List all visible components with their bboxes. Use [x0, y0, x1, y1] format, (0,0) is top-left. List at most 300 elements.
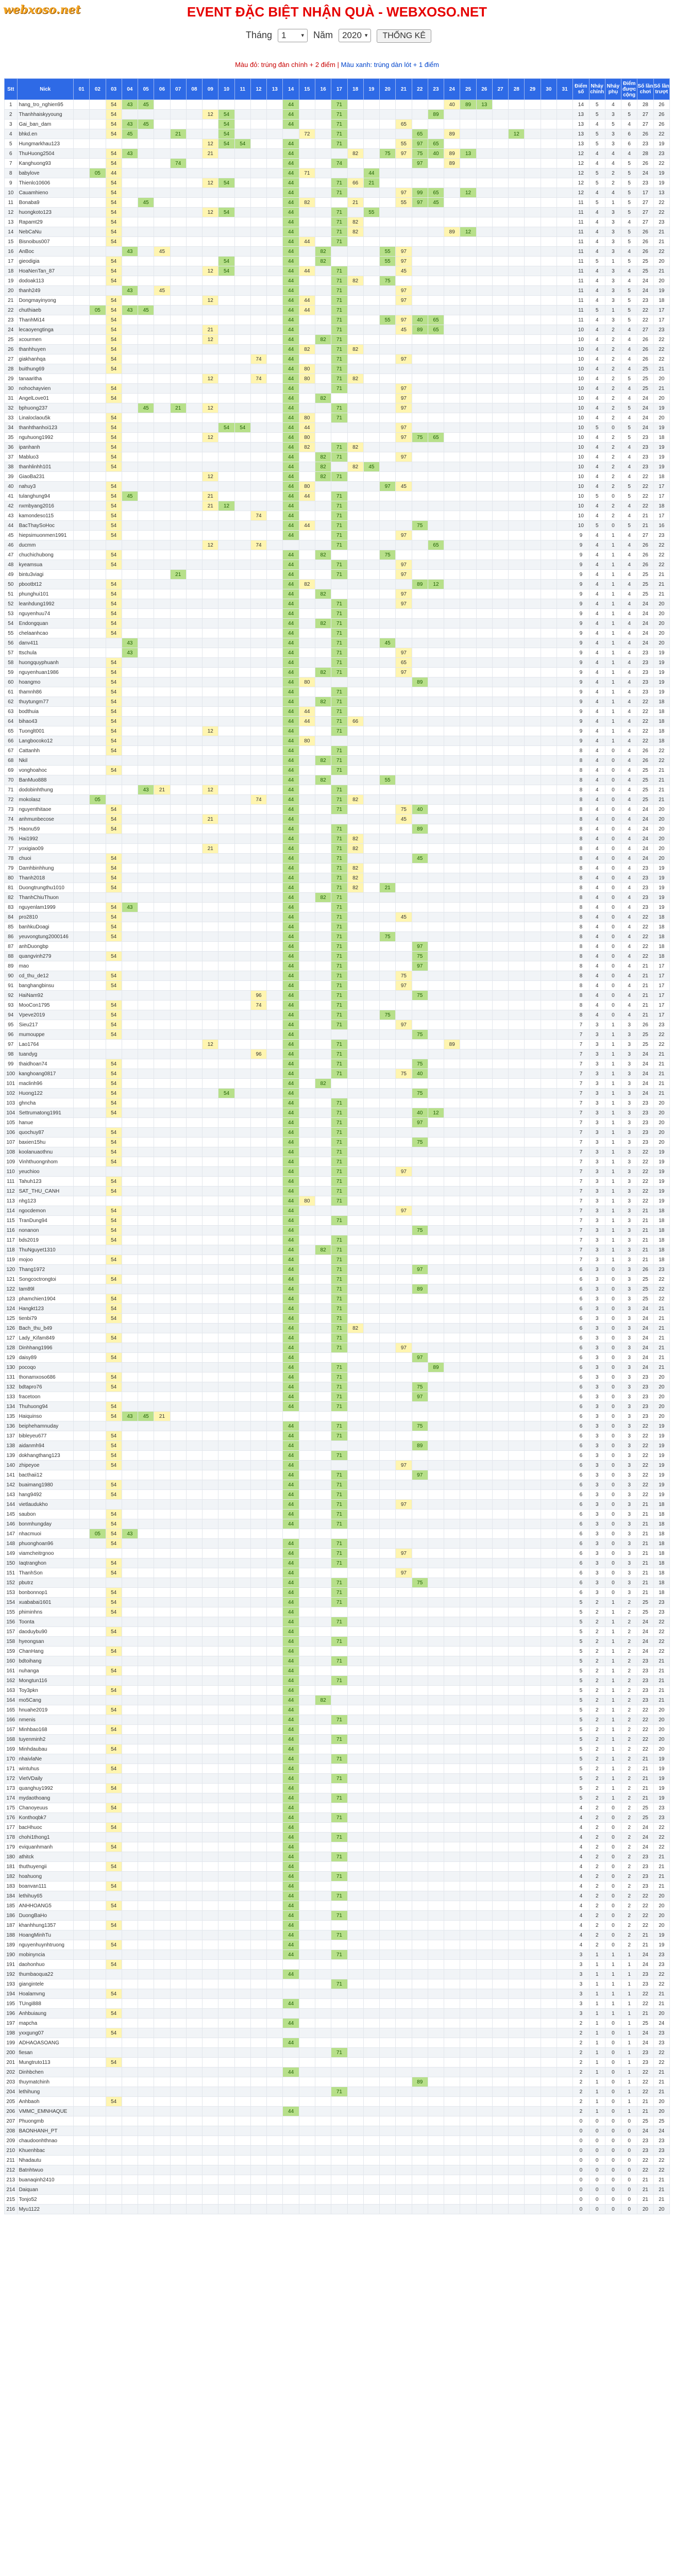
row-nick[interactable]: kyeamsua	[17, 560, 73, 570]
row-total: 5	[621, 257, 637, 266]
day-cell	[492, 110, 508, 120]
day-cell	[557, 1059, 572, 1069]
day-cell	[315, 129, 331, 139]
day-cell	[203, 1177, 218, 1187]
row-nick[interactable]: tam89l	[17, 1284, 73, 1294]
day-cell	[203, 247, 218, 257]
row-nick[interactable]: hanue	[17, 1118, 73, 1128]
row-stt: 32	[5, 403, 18, 413]
row-nick[interactable]: MooCon1795	[17, 1001, 73, 1010]
day-cell-hit: 54	[106, 697, 122, 707]
row-nick[interactable]: hoangmo	[17, 677, 73, 687]
row-nick[interactable]: giakhanhqa	[17, 354, 73, 364]
day-cell	[170, 178, 186, 188]
row-nick[interactable]: nguhuong1992	[17, 433, 73, 443]
day-cell	[250, 560, 266, 570]
day-cell	[170, 1118, 186, 1128]
row-total: 4	[589, 335, 605, 345]
row-nick[interactable]: baxien15hu	[17, 1138, 73, 1147]
day-cell	[186, 1196, 202, 1206]
row-nick[interactable]: GiaoBa231	[17, 472, 73, 482]
row-nick[interactable]: koolanuaothnu	[17, 1147, 73, 1157]
row-total: 5	[621, 296, 637, 306]
day-cell	[492, 746, 508, 756]
row-nick[interactable]: Thanh2018	[17, 873, 73, 883]
day-cell	[250, 707, 266, 717]
day-cell	[557, 1157, 572, 1167]
day-cell	[267, 1079, 283, 1089]
day-cell	[122, 824, 138, 834]
row-nick[interactable]: Hai1992	[17, 834, 73, 844]
row-nick[interactable]: thamnh86	[17, 687, 73, 697]
row-nick[interactable]: Linaloclaou5k	[17, 413, 73, 423]
row-nick[interactable]: Vpeve2019	[17, 1010, 73, 1020]
row-nick[interactable]: danv411	[17, 638, 73, 648]
row-nick[interactable]: Langbocoko12	[17, 736, 73, 746]
row-total: 4	[621, 394, 637, 403]
row-total: 4	[589, 844, 605, 854]
table-row	[5, 844, 670, 854]
day-cell	[170, 472, 186, 482]
row-nick[interactable]: TranDung94	[17, 1216, 73, 1226]
day-cell	[299, 1206, 315, 1216]
row-nick[interactable]: ducmm	[17, 540, 73, 550]
row-nick[interactable]: bhkd.en	[17, 129, 73, 139]
day-cell	[525, 188, 541, 198]
row-total: 23	[637, 1118, 653, 1128]
row-stt: 37	[5, 452, 18, 462]
row-stt: 17	[5, 257, 18, 266]
row-total: 8	[573, 815, 589, 824]
row-total: 4	[589, 580, 605, 589]
day-cell-hit: 80	[299, 1196, 315, 1206]
row-nick[interactable]: tanaaritha	[17, 374, 73, 384]
row-nick[interactable]: HaiNam92	[17, 991, 73, 1001]
row-nick[interactable]: thanhthanhoi123	[17, 423, 73, 433]
day-cell	[380, 1138, 396, 1147]
day-cell	[541, 1030, 557, 1040]
day-cell	[138, 629, 154, 638]
row-nick[interactable]: Rapamt29	[17, 217, 73, 227]
day-cell	[412, 1010, 428, 1020]
row-nick[interactable]: Bonaba9	[17, 198, 73, 208]
row-nick[interactable]: huongquyphuanh	[17, 658, 73, 668]
row-nick[interactable]: banghangbinsu	[17, 981, 73, 991]
day-cell	[267, 570, 283, 580]
row-nick[interactable]: buithung69	[17, 364, 73, 374]
day-cell	[267, 1040, 283, 1049]
day-cell	[218, 883, 234, 893]
row-nick[interactable]: ttschula	[17, 648, 73, 658]
row-total: 1	[605, 1079, 621, 1089]
row-nick[interactable]: leanhdung1992	[17, 599, 73, 609]
row-nick[interactable]: ThuHuong2504	[17, 149, 73, 159]
day-cell	[396, 629, 412, 638]
thong-ke-button[interactable]: THỐNG KÊ	[377, 29, 431, 43]
row-nick[interactable]: NebCaNu	[17, 227, 73, 237]
day-cell	[203, 746, 218, 756]
day-cell-hit: 65	[396, 658, 412, 668]
day-cell	[347, 629, 363, 638]
row-nick[interactable]: tulanghung94	[17, 492, 73, 501]
row-nick[interactable]: lecaoyengtinga	[17, 325, 73, 335]
day-cell	[154, 1138, 170, 1147]
day-cell	[138, 766, 154, 775]
row-nick[interactable]: phunghui101	[17, 589, 73, 599]
day-cell	[476, 443, 492, 452]
row-nick[interactable]: kamondeso115	[17, 511, 73, 521]
day-cell	[186, 1265, 202, 1275]
row-nick[interactable]: BanMuo888	[17, 775, 73, 785]
day-cell	[74, 1284, 90, 1294]
row-nick[interactable]: huongkoto123	[17, 208, 73, 217]
day-cell	[460, 834, 476, 844]
row-total: 5	[621, 482, 637, 492]
day-cell	[138, 354, 154, 364]
day-cell	[396, 873, 412, 883]
day-cell	[267, 668, 283, 677]
row-nick[interactable]: Settrumatong1991	[17, 1108, 73, 1118]
row-nick[interactable]: xcourmen	[17, 335, 73, 345]
row-nick[interactable]: Kanghuong93	[17, 159, 73, 168]
day-cell-hit: 44	[283, 1304, 299, 1314]
row-total: 1	[605, 1089, 621, 1098]
day-cell	[170, 766, 186, 775]
row-nick[interactable]: hang_tro_nghien95	[17, 100, 73, 110]
row-stt: 96	[5, 1030, 18, 1040]
row-nick[interactable]: ghncha	[17, 1098, 73, 1108]
row-nick[interactable]: Huong122	[17, 1089, 73, 1098]
day-cell	[363, 912, 379, 922]
row-nick[interactable]: Dongmayinyong	[17, 296, 73, 306]
day-cell	[299, 952, 315, 961]
row-nick[interactable]: anhmunbecose	[17, 815, 73, 824]
day-cell	[218, 726, 234, 736]
row-nick[interactable]: SAT_THU_CANH	[17, 1187, 73, 1196]
day-cell	[234, 560, 250, 570]
row-nick[interactable]: bds2019	[17, 1235, 73, 1245]
day-cell	[122, 452, 138, 462]
month-select[interactable]	[278, 29, 308, 42]
row-total: 0	[605, 873, 621, 883]
row-nick[interactable]: AngelLove01	[17, 394, 73, 403]
row-nick[interactable]: Cauamhieno	[17, 188, 73, 198]
row-total: 4	[621, 942, 637, 952]
day-cell	[186, 472, 202, 482]
row-nick[interactable]: thanh249	[17, 286, 73, 296]
row-nick[interactable]: thuytungm77	[17, 697, 73, 707]
day-cell	[557, 1069, 572, 1079]
day-cell	[267, 394, 283, 403]
day-cell-hit: 71	[331, 746, 347, 756]
day-cell	[315, 325, 331, 335]
day-cell	[90, 531, 106, 540]
table-row	[5, 932, 670, 942]
day-cell	[396, 687, 412, 697]
row-total: 4	[621, 629, 637, 638]
row-total: 22	[637, 492, 653, 501]
day-cell	[525, 756, 541, 766]
day-cell	[283, 129, 299, 139]
row-nick[interactable]: Nkil	[17, 756, 73, 766]
row-nick[interactable]: quangvinh279	[17, 952, 73, 961]
row-nick[interactable]: gieodigia	[17, 257, 73, 266]
day-cell-hit: 97	[396, 315, 412, 325]
day-cell-hit: 97	[396, 403, 412, 413]
row-nick[interactable]: Lao1764	[17, 1040, 73, 1049]
row-nick[interactable]: Songcoctrongtoi	[17, 1275, 73, 1284]
day-cell	[363, 433, 379, 443]
day-cell	[299, 110, 315, 120]
row-nick[interactable]: nguyenhuan1986	[17, 668, 73, 677]
day-cell	[460, 139, 476, 149]
row-nick[interactable]: thanhhuyen	[17, 345, 73, 354]
day-cell	[509, 1177, 525, 1187]
row-nick[interactable]: Bisnoibus007	[17, 237, 73, 247]
row-nick[interactable]: nguyenhuu74	[17, 609, 73, 619]
day-cell	[380, 1255, 396, 1265]
row-total: 1	[605, 306, 621, 315]
day-cell	[90, 1020, 106, 1030]
day-cell	[557, 863, 572, 873]
row-nick[interactable]: ThuNguyet1310	[17, 1245, 73, 1255]
day-cell	[267, 629, 283, 638]
row-nick[interactable]: cd_thu_de12	[17, 971, 73, 981]
day-cell	[122, 511, 138, 521]
row-nick[interactable]: bihao43	[17, 717, 73, 726]
row-nick[interactable]: maclinh96	[17, 1079, 73, 1089]
row-nick[interactable]: Cattanhh	[17, 746, 73, 756]
row-nick[interactable]: Sieu217	[17, 1020, 73, 1030]
day-cell-hit: 54	[106, 1187, 122, 1196]
row-nick[interactable]: banhkuDoagi	[17, 922, 73, 932]
row-nick[interactable]: yeuvongtung2000146	[17, 932, 73, 942]
day-cell	[90, 1265, 106, 1275]
row-nick[interactable]: mao	[17, 961, 73, 971]
row-nick[interactable]: Mabluo3	[17, 452, 73, 462]
row-nick[interactable]: Hungmarkhau123	[17, 139, 73, 149]
row-nick[interactable]: anhDuongbp	[17, 942, 73, 952]
day-cell	[90, 589, 106, 599]
row-nick[interactable]: Duongtrungthu1010	[17, 883, 73, 893]
day-cell	[541, 1138, 557, 1147]
row-nick[interactable]: chuchichubong	[17, 550, 73, 560]
day-cell	[380, 423, 396, 433]
row-nick[interactable]: pro2810	[17, 912, 73, 922]
row-total: 3	[589, 1089, 605, 1098]
year-select[interactable]	[339, 29, 371, 42]
day-cell	[492, 834, 508, 844]
row-nick[interactable]: phamchien1904	[17, 1294, 73, 1304]
day-cell	[186, 266, 202, 276]
row-total: 10	[573, 501, 589, 511]
day-cell	[138, 1284, 154, 1294]
row-nick[interactable]: pbootbt12	[17, 580, 73, 589]
row-nick[interactable]: Vinhthuongnhom	[17, 1157, 73, 1167]
day-cell-hit: 44	[106, 168, 122, 178]
row-nick[interactable]: ThanhMi14	[17, 315, 73, 325]
row-total: 2	[605, 462, 621, 472]
day-cell	[122, 531, 138, 540]
day-cell	[541, 1001, 557, 1010]
day-cell	[541, 638, 557, 648]
day-cell-hit: 45	[363, 462, 379, 472]
table-row	[5, 443, 670, 452]
day-cell	[509, 932, 525, 942]
day-cell	[234, 325, 250, 335]
row-total: 3	[605, 208, 621, 217]
row-nick[interactable]: quochuy87	[17, 1128, 73, 1138]
day-cell	[476, 1147, 492, 1157]
row-nick[interactable]: nxmbyang2016	[17, 501, 73, 511]
day-cell	[363, 335, 379, 345]
day-cell	[234, 120, 250, 129]
day-cell	[203, 952, 218, 961]
day-cell	[315, 345, 331, 354]
row-nick[interactable]: chuthiaeb	[17, 306, 73, 315]
header-day: 17	[331, 79, 347, 100]
row-nick[interactable]: ngocdemon	[17, 1206, 73, 1216]
row-nick[interactable]: AnBoc	[17, 247, 73, 257]
row-nick[interactable]: nhg123	[17, 1196, 73, 1206]
day-cell-hit: 71	[331, 805, 347, 815]
day-cell	[186, 1098, 202, 1108]
row-nick[interactable]: vonghoahoc	[17, 766, 73, 775]
row-nick[interactable]: yeuchioo	[17, 1167, 73, 1177]
row-nick[interactable]: hiepsimuonmen1991	[17, 531, 73, 540]
row-stt: 81	[5, 883, 18, 893]
day-cell	[138, 570, 154, 580]
day-cell	[380, 129, 396, 139]
day-cell	[492, 1167, 508, 1177]
day-cell-hit: 55	[396, 198, 412, 208]
row-nick[interactable]: ipanhanh	[17, 443, 73, 452]
day-cell	[492, 217, 508, 227]
row-total: 14	[573, 100, 589, 110]
day-cell	[428, 1030, 444, 1040]
day-cell	[203, 1049, 218, 1059]
row-nick[interactable]: yoxigiao09	[17, 844, 73, 854]
day-cell	[186, 717, 202, 726]
row-nick[interactable]: chuoi	[17, 854, 73, 863]
day-cell	[444, 687, 460, 697]
row-nick[interactable]: bodthuia	[17, 707, 73, 717]
day-cell	[541, 178, 557, 188]
row-nick[interactable]: tuandyg	[17, 1049, 73, 1059]
row-total: 1	[605, 1235, 621, 1245]
row-nick[interactable]: nohochayvien	[17, 384, 73, 394]
day-cell	[186, 394, 202, 403]
row-total: 25	[637, 384, 653, 394]
row-nick[interactable]: kanghoang0817	[17, 1069, 73, 1079]
day-cell-hit: 44	[283, 550, 299, 560]
day-cell	[170, 384, 186, 394]
day-cell	[525, 746, 541, 756]
row-nick[interactable]: dodobinhthung	[17, 785, 73, 795]
day-cell-hit: 54	[106, 1255, 122, 1265]
row-nick[interactable]: mojoo	[17, 1255, 73, 1265]
day-cell	[509, 1049, 525, 1059]
day-cell	[170, 677, 186, 687]
day-cell	[557, 677, 572, 687]
row-nick[interactable]: Gai_ban_dam	[17, 120, 73, 129]
day-cell	[203, 834, 218, 844]
row-nick[interactable]: Haonu59	[17, 824, 73, 834]
row-nick[interactable]: bintu3viagi	[17, 570, 73, 580]
row-nick[interactable]: Thienlo10606	[17, 178, 73, 188]
day-cell	[74, 824, 90, 834]
row-nick[interactable]: thaidhoan74	[17, 1059, 73, 1069]
row-nick[interactable]: Damhbinhhung	[17, 863, 73, 873]
row-nick[interactable]: mokolasz	[17, 795, 73, 805]
row-nick[interactable]: nahuy3	[17, 482, 73, 492]
day-cell	[492, 433, 508, 443]
row-nick[interactable]: bphuong237	[17, 403, 73, 413]
day-cell	[250, 335, 266, 345]
day-cell	[541, 589, 557, 599]
day-cell	[267, 961, 283, 971]
day-cell	[170, 550, 186, 560]
day-cell-hit: 44	[283, 775, 299, 785]
day-cell	[380, 1098, 396, 1108]
row-nick[interactable]: nguyenthitaoe	[17, 805, 73, 815]
day-cell-hit: 71	[331, 903, 347, 912]
row-nick[interactable]: Tuonglt001	[17, 726, 73, 736]
row-nick[interactable]: ThanhChiuThuon	[17, 893, 73, 903]
day-cell	[203, 1294, 218, 1304]
row-nick[interactable]: Thanhhaiskyyoung	[17, 110, 73, 120]
row-total: 17	[653, 492, 669, 501]
day-cell	[154, 345, 170, 354]
day-cell-hit: 82	[347, 149, 363, 159]
day-cell	[299, 531, 315, 540]
day-cell	[138, 1020, 154, 1030]
day-cell	[267, 775, 283, 785]
row-nick[interactable]: dodoak113	[17, 276, 73, 286]
table-row	[5, 227, 670, 237]
day-cell	[428, 168, 444, 178]
row-nick[interactable]: Tahuh123	[17, 1177, 73, 1187]
day-cell	[541, 775, 557, 785]
day-cell	[492, 863, 508, 873]
row-nick[interactable]: BacThaySoHoc	[17, 521, 73, 531]
day-cell	[154, 100, 170, 110]
row-nick[interactable]: Thang1972	[17, 1265, 73, 1275]
day-cell	[380, 619, 396, 629]
row-nick[interactable]: Endongquan	[17, 619, 73, 629]
row-nick[interactable]: mumouppe	[17, 1030, 73, 1040]
day-cell-hit: 82	[315, 335, 331, 345]
day-cell	[444, 1245, 460, 1255]
day-cell	[138, 1001, 154, 1010]
row-stt: 63	[5, 707, 18, 717]
row-nick[interactable]: Hangkt123	[17, 1304, 73, 1314]
day-cell	[218, 1304, 234, 1314]
day-cell	[218, 1030, 234, 1040]
day-cell	[428, 589, 444, 599]
row-nick[interactable]: babylove	[17, 168, 73, 178]
row-nick[interactable]: HoaNenTan_87	[17, 266, 73, 276]
row-nick[interactable]: nonanon	[17, 1226, 73, 1235]
row-nick[interactable]: nguyenlam1999	[17, 903, 73, 912]
day-cell	[525, 296, 541, 306]
table-row	[5, 1245, 670, 1255]
row-nick[interactable]: thanhlinhh101	[17, 462, 73, 472]
day-cell	[347, 1206, 363, 1216]
day-cell	[299, 149, 315, 159]
table-row	[5, 1030, 670, 1040]
row-nick[interactable]: chelaanhcao	[17, 629, 73, 638]
